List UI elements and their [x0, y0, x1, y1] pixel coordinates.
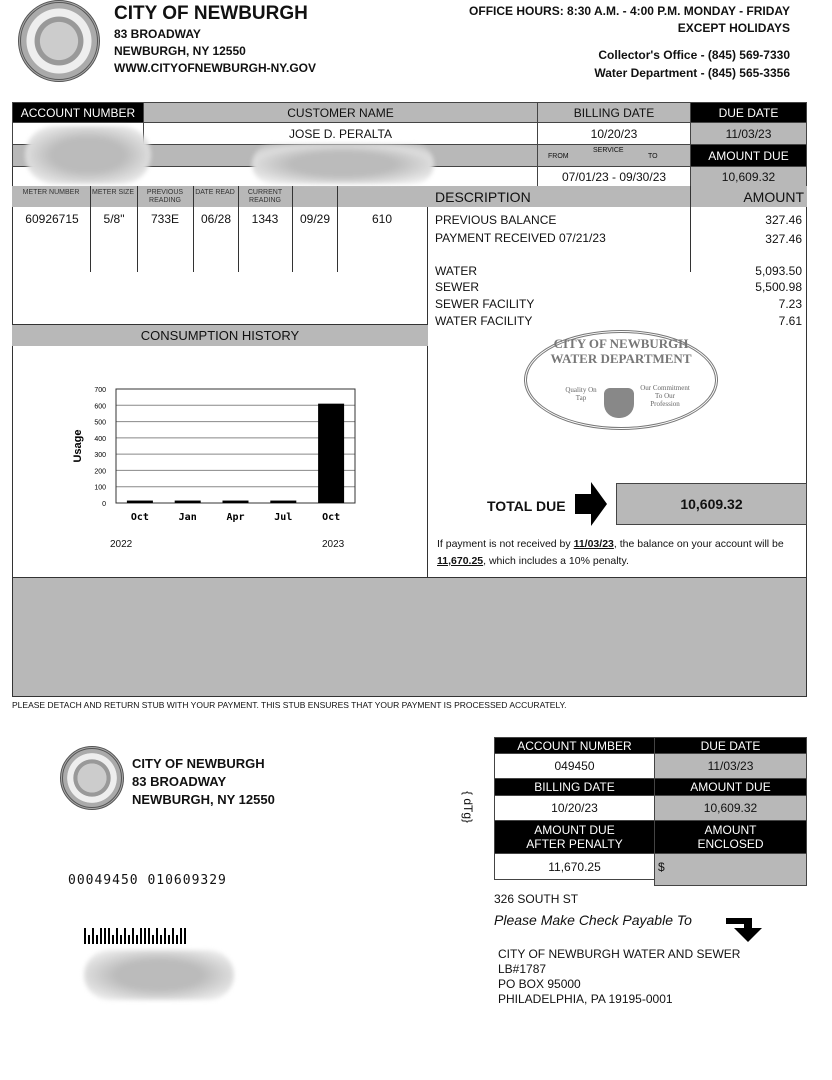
year-label-2023: 2023 — [322, 539, 345, 550]
barcode-bar — [96, 935, 98, 944]
barcode-bar — [120, 935, 122, 944]
after-penalty-label-line2: AFTER PENALTY — [526, 837, 623, 851]
hours-line1: OFFICE HOURS: 8:30 A.M. - 4:00 P.M. MONDAY - FRIDAY — [469, 4, 790, 18]
barcode-bar — [84, 928, 86, 944]
redacted-mailing-address — [84, 950, 234, 1000]
barcode-bar — [152, 935, 154, 944]
stub-amount-due-label: AMOUNT DUE — [654, 778, 807, 796]
barcode-bar — [176, 935, 178, 944]
y-tick-label: 0 — [102, 501, 106, 508]
bar — [318, 404, 344, 503]
date-read-header: DATE READ — [195, 189, 235, 196]
meter-divider — [292, 186, 293, 272]
collector-phone: Collector's Office - (845) 569-7330 — [598, 48, 790, 62]
description-amount: 327.46 — [765, 232, 802, 246]
address-line2: NEWBURGH, NY 12550 — [114, 44, 246, 58]
stub-account-number-label: ACCOUNT NUMBER — [494, 737, 655, 754]
barcode-bar — [168, 935, 170, 944]
service-label-cell — [537, 144, 691, 167]
consumption-value: 610 — [371, 212, 393, 226]
penalty-notice — [437, 536, 797, 570]
description-amount: 7.23 — [778, 297, 802, 311]
stub-due-date-label: DUE DATE — [654, 737, 807, 754]
bar — [270, 501, 296, 503]
due-date-label: DUE DATE — [690, 102, 807, 123]
total-due-amount: 10,609.32 — [616, 483, 807, 525]
city-seal-logo — [18, 0, 100, 82]
description-amount: 327.46 — [765, 213, 802, 227]
amount-header: AMOUNT — [743, 189, 804, 205]
meter-divider — [137, 186, 138, 272]
barcode-bar — [184, 928, 186, 944]
office-hours — [469, 3, 790, 37]
barcode-bar — [124, 928, 126, 944]
barcode-bar — [88, 935, 90, 944]
meter-divider — [90, 186, 91, 272]
barcode-bar — [172, 928, 174, 944]
amount-enclosed-input[interactable] — [654, 853, 807, 886]
postal-barcode — [84, 928, 186, 944]
amount-divider — [690, 186, 691, 272]
description-item: WATER FACILITY — [435, 314, 533, 328]
x-tick-label: Jul — [274, 512, 293, 523]
stub-due-date: 11/03/23 — [654, 753, 807, 779]
dollar-sign: $ — [658, 860, 665, 874]
stub-title: CITY OF NEWBURGH — [132, 756, 265, 771]
hours-line2: EXCEPT HOLIDAYS — [677, 21, 790, 35]
stub-after-penalty: 11,670.25 — [494, 853, 655, 880]
current-date-read: 09/29 — [299, 212, 331, 226]
description-item: SEWER — [435, 280, 480, 294]
y-tick-label: 600 — [94, 403, 106, 411]
from-label: FROM — [548, 153, 569, 160]
faucet-icon — [604, 388, 634, 418]
description-item: PREVIOUS BALANCE — [435, 213, 557, 227]
barcode-bar — [112, 935, 114, 944]
payee-line2: LB#1787 — [498, 962, 547, 976]
stub-address2: NEWBURGH, NY 12550 — [132, 792, 275, 807]
stamp-left-motto: Quality On Tap — [565, 386, 597, 402]
description-item: PAYMENT RECEIVED 07/21/23 — [435, 231, 606, 245]
customer-name-label: CUSTOMER NAME — [143, 102, 538, 123]
barcode-bar — [164, 928, 166, 944]
meter-divider — [337, 186, 338, 272]
customer-name: JOSE D. PERALTA — [143, 122, 538, 145]
stub-after-penalty-label — [494, 820, 655, 854]
y-tick-label: 700 — [94, 387, 106, 394]
total-due-label: TOTAL DUE — [487, 498, 566, 514]
meter-number: 60926715 — [25, 212, 79, 226]
y-tick-label: 400 — [94, 435, 106, 443]
payable-to: Please Make Check Payable To — [494, 912, 692, 928]
to-label: TO — [648, 153, 658, 160]
billing-date: 10/20/23 — [537, 122, 691, 145]
barcode-bar — [148, 928, 150, 944]
barcode-bar — [92, 928, 94, 944]
penalty-text: , the balance on your account will be — [613, 538, 784, 550]
service-period: 07/01/23 - 09/30/23 — [537, 166, 691, 187]
meter-size-header: METER SIZE — [92, 189, 135, 196]
previous-date-read: 06/28 — [200, 212, 232, 226]
enclosed-label-line1: AMOUNT — [704, 823, 757, 837]
stub-billing-date: 10/20/23 — [494, 795, 655, 821]
account-number-label: ACCOUNT NUMBER — [12, 102, 144, 123]
barcode-bar — [128, 935, 130, 944]
barcode-bar — [160, 935, 162, 944]
penalty-amount: 11,670.25 — [437, 555, 484, 567]
meter-divider — [238, 186, 239, 272]
current-reading-header: CURRENT READING — [247, 189, 283, 204]
barcode-bar — [100, 928, 102, 944]
penalty-date: 11/03/23 — [573, 538, 614, 550]
stub-billing-date-label: BILLING DATE — [494, 778, 655, 796]
y-tick-label: 500 — [94, 419, 106, 427]
description-item: SEWER FACILITY — [435, 297, 535, 311]
arrow-down-icon — [726, 914, 764, 942]
enclosed-label-line2: ENCLOSED — [697, 837, 764, 851]
meter-number-header: METER NUMBER — [22, 189, 80, 196]
previous-reading: 733E — [150, 212, 180, 226]
description-amount: 5,093.50 — [755, 264, 802, 278]
y-tick-label: 300 — [94, 452, 106, 460]
x-tick-label: Jan — [178, 512, 197, 523]
due-date: 11/03/23 — [690, 122, 807, 145]
barcode-bar — [132, 928, 134, 944]
water-phone: Water Department - (845) 565-3356 — [594, 66, 790, 80]
stub-account-number: 049450 — [494, 753, 655, 779]
arrow-right-icon — [575, 482, 607, 526]
detach-notice: PLEASE DETACH AND RETURN STUB WITH YOUR PAYMENT. THIS STUB ENSURES THAT YOUR PAYMENT IS PROCESSED ACCURATELY. — [12, 700, 567, 710]
y-axis-label: Usage — [72, 429, 84, 463]
penalty-text: , which includes a 10% penalty. — [483, 555, 629, 567]
scan-line: 00049450 010609329 — [68, 873, 227, 888]
bar — [223, 501, 249, 503]
redacted-address — [252, 144, 434, 184]
barcode-bar — [156, 928, 158, 944]
description-item: WATER — [435, 264, 477, 278]
stamp-right-motto: Our Commitment To Our Profession — [640, 384, 690, 408]
barcode-bar — [136, 935, 138, 944]
description-amount: 5,500.98 — [755, 280, 802, 294]
payee-line1: CITY OF NEWBURGH WATER AND SEWER — [498, 947, 741, 961]
amount-due: 10,609.32 — [690, 166, 807, 187]
stamp-text: CITY OF NEWBURGH WATER DEPARTMENT — [550, 336, 692, 366]
address-line1: 83 BROADWAY — [114, 27, 201, 41]
y-tick-label: 200 — [94, 468, 106, 476]
stub-code: { dTg} — [461, 790, 476, 824]
stub-amount-due: 10,609.32 — [654, 795, 807, 821]
bar — [127, 501, 153, 503]
payee-line4: PHILADELPHIA, PA 19195-0001 — [498, 992, 673, 1006]
payee-line3: PO BOX 95000 — [498, 977, 581, 991]
previous-reading-header: PREVIOUS READING — [146, 189, 184, 204]
amount-due-label: AMOUNT DUE — [690, 144, 807, 167]
message-panel — [12, 577, 807, 697]
description-header: DESCRIPTION — [435, 189, 531, 205]
barcode-bar — [144, 928, 146, 944]
y-tick-label: 100 — [94, 484, 106, 492]
barcode-bar — [104, 928, 106, 944]
billing-date-label: BILLING DATE — [537, 102, 691, 123]
stub-enclosed-label — [654, 820, 807, 854]
website: WWW.CITYOFNEWBURGH-NY.GOV — [114, 61, 316, 75]
year-label-2022: 2022 — [110, 539, 133, 550]
after-penalty-label-line1: AMOUNT DUE — [534, 823, 615, 837]
city-title: CITY OF NEWBURGH — [114, 3, 308, 24]
barcode-bar — [140, 928, 142, 944]
barcode-bar — [116, 928, 118, 944]
stub-city-seal-logo — [60, 746, 124, 810]
barcode-bar — [180, 928, 182, 944]
x-tick-label: Apr — [226, 512, 245, 523]
consumption-header: CONSUMPTION HISTORY — [140, 328, 300, 343]
x-tick-label: Oct — [130, 512, 149, 523]
redacted-account — [25, 126, 151, 184]
stub-address1: 83 BROADWAY — [132, 774, 227, 789]
description-amount: 7.61 — [778, 314, 802, 328]
bar — [175, 501, 201, 503]
x-tick-label: Oct — [322, 512, 341, 523]
column-divider — [427, 186, 428, 578]
current-reading: 1343 — [251, 212, 279, 226]
barcode-bar — [108, 928, 110, 944]
payee-address — [498, 947, 740, 1007]
consumption-chart — [60, 380, 380, 555]
meter-divider — [193, 186, 194, 272]
meter-size: 5/8" — [103, 212, 125, 226]
customer-street: 326 SOUTH ST — [494, 892, 579, 906]
penalty-text: If payment is not received by — [437, 538, 574, 550]
service-label: SERVICE — [593, 147, 624, 154]
